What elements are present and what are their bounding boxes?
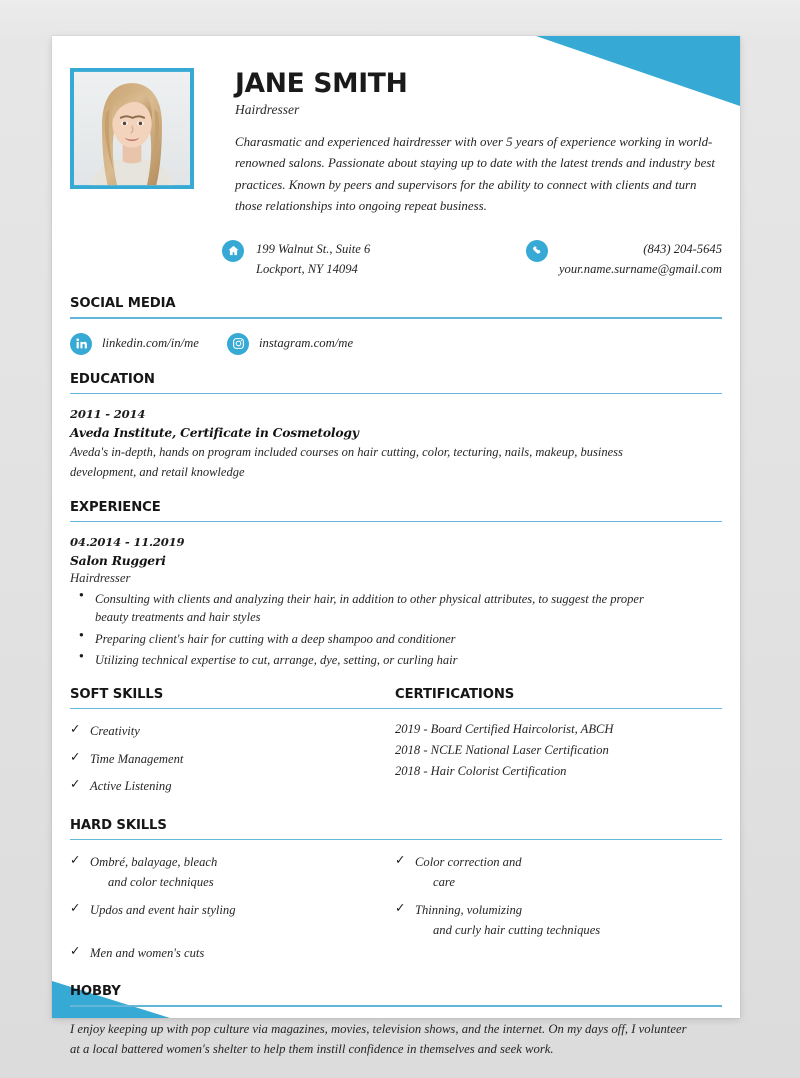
social-links-row (70, 332, 722, 355)
hard-skill-label-cont: and curly hair cutting techniques (433, 923, 601, 938)
experience-role: Hairdresser (70, 570, 131, 585)
phone-icon (526, 240, 548, 262)
hard-skills-left-column (70, 852, 395, 971)
list-item (70, 749, 395, 769)
hard-skill-label-cont: and color techniques (108, 875, 214, 890)
profile-summary: Charasmatic and experienced hairdresser with over 5 years of experience working in world-renowned salons. Passionate about staying up to date with the latest trends and industry best practices. Known by peers and supervisors for the ability to connect with clients and turn those relationships into ongoing repeat business. (235, 134, 715, 214)
check-icon: ✓ (70, 943, 81, 959)
education-entry (70, 407, 722, 483)
education-institution: Aveda Institute, Certificate in Cosmetology (70, 425, 359, 441)
soft-skill-label: Creativity (90, 724, 140, 739)
experience-bullet-list (70, 590, 722, 670)
education-description: Aveda's in-depth, hands on program included courses on hair cutting, color, tecturing, nails, makeup, business development, and retail knowledge (70, 445, 623, 479)
check-icon: ✓ (395, 851, 406, 867)
profile-photo-frame (70, 68, 194, 189)
home-icon (222, 240, 244, 262)
certifications-heading: CERTIFICATIONS (395, 686, 515, 702)
hobby-text: I enjoy keeping up with pop culture via magazines, movies, television shows, and the internet. On my days off, I volunteer at a local battered women's shelter to help them instill confidence in themselves and seek work. (70, 1021, 687, 1057)
address-line-1: 199 Walnut St., Suite 6 (256, 241, 371, 256)
hard-skills-columns (70, 852, 722, 971)
instagram-icon (227, 333, 249, 355)
section-education (70, 372, 722, 483)
education-heading: EDUCATION (70, 371, 155, 387)
profile-photo (74, 72, 190, 185)
hard-skill-label: Updos and event hair styling (90, 902, 236, 917)
phone-number[interactable]: (843) 204-5645 (643, 241, 722, 256)
hard-skill-label: Ombré, balayage, bleach (90, 854, 218, 869)
experience-employer: Salon Ruggeri (70, 552, 166, 568)
hard-skills-heading: HARD SKILLS (70, 817, 167, 833)
hobby-heading: HOBBY (70, 984, 121, 1000)
instagram-label: instagram.com/me (259, 335, 354, 350)
list-item (395, 852, 722, 893)
list-item (70, 943, 395, 963)
soft-skills-cert-columns (70, 721, 722, 803)
phone-email-block (526, 239, 722, 280)
list-item: ● Consulting with clients and analyzing their hair, in addition to other physical attributes, to suggest the proper beauty treatments and hair styles (70, 590, 655, 627)
section-soft-skills-certifications (70, 687, 722, 804)
dual-heading-row (70, 687, 722, 702)
address-line-2: Lockport, NY 14094 (256, 261, 358, 276)
check-icon: ✓ (395, 899, 406, 915)
certifications-column (395, 721, 722, 803)
resume-header (70, 36, 722, 218)
linkedin-label: linkedin.com/in/me (102, 335, 199, 350)
resume-page (52, 36, 740, 1057)
experience-date: 04.2014 - 11.2019 (70, 534, 185, 549)
email-address[interactable]: your.name.surname@gmail.com (558, 261, 722, 276)
social-link-instagram[interactable] (227, 332, 353, 355)
address-block (222, 239, 526, 280)
section-divider (70, 839, 722, 840)
experience-heading: EXPERIENCE (70, 499, 161, 515)
spacer (70, 927, 395, 943)
section-divider (70, 1005, 722, 1006)
section-experience (70, 500, 722, 670)
list-item: 2019 - Board Certified Haircolorist, ABCH (395, 722, 614, 737)
social-link-linkedin[interactable] (70, 332, 227, 355)
linkedin-icon (70, 333, 92, 355)
soft-skill-label: Active Listening (90, 779, 172, 794)
hard-skill-label: Color correction and (415, 854, 522, 869)
page-title: JANE SMITH (235, 68, 408, 99)
list-item: ● Preparing client's hair for cutting with a deep shampoo and conditioner (70, 630, 655, 649)
check-icon: ✓ (70, 776, 81, 792)
list-item (70, 776, 395, 796)
hard-skill-label-cont: care (433, 875, 455, 890)
list-item: 2018 - Hair Colorist Certification (395, 763, 567, 778)
check-icon: ✓ (70, 899, 81, 915)
hard-skill-label: Men and women's cuts (90, 946, 205, 961)
list-item (70, 852, 395, 893)
section-social-media (70, 296, 722, 354)
job-title: Hairdresser (235, 101, 300, 117)
social-media-heading: SOCIAL MEDIA (70, 296, 176, 312)
list-item (395, 900, 722, 941)
hard-skill-label: Thinning, volumizing (415, 902, 523, 917)
education-date: 2011 - 2014 (70, 407, 146, 422)
contact-row (70, 239, 722, 280)
hard-skills-right-column (395, 852, 722, 971)
check-icon: ✓ (70, 851, 81, 867)
check-icon: ✓ (70, 748, 81, 764)
section-divider (70, 708, 722, 709)
section-divider (70, 521, 722, 522)
list-item (70, 900, 395, 920)
soft-skill-label: Time Management (90, 751, 184, 766)
experience-entry (70, 535, 722, 670)
section-hard-skills (70, 818, 722, 971)
list-item: ● Utilizing technical expertise to cut, arrange, dye, setting, or curling hair (70, 651, 655, 670)
section-divider (70, 317, 722, 318)
check-icon: ✓ (70, 721, 81, 737)
soft-skills-heading: SOFT SKILLS (70, 686, 164, 702)
list-item: 2018 - NCLE National Laser Certification (395, 743, 609, 758)
section-divider (70, 393, 722, 394)
section-hobby (70, 984, 722, 1059)
list-item (70, 721, 395, 741)
soft-skills-column (70, 721, 395, 803)
